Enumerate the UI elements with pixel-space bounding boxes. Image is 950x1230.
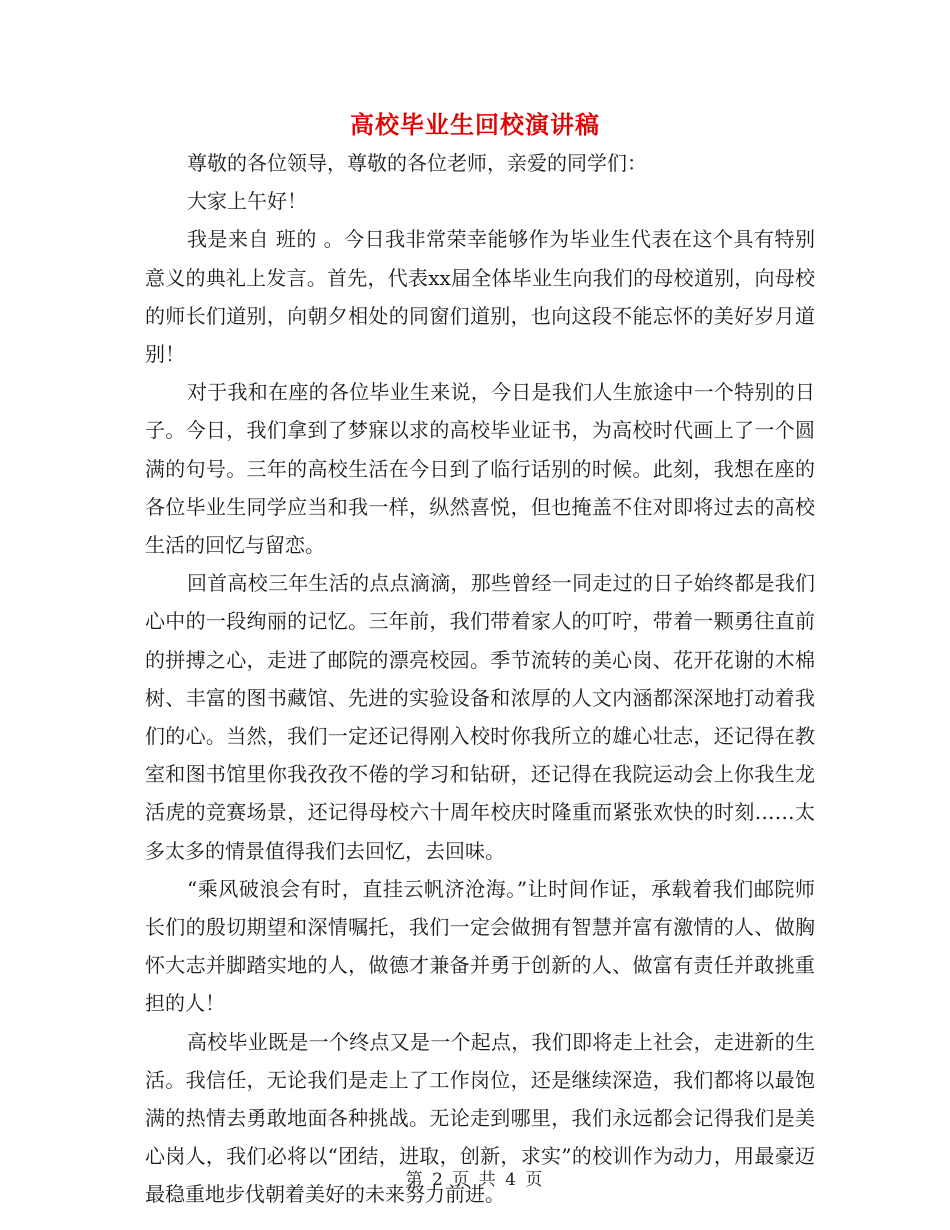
paragraph-memories: 回首高校三年生活的点点滴滴，那些曾经一同走过的日子始终都是我们心中的一段绚丽的记忆。三年前，我们带着家人的叮咛，带着一颗勇往直前的拼搏之心，走进了邮院的漂亮校园。季节流转的美心岗、花开花谢的木棉树、丰富的图书藏馆、先进的实验设备和浓厚的人文内涵都深深地打动着我们的心。当然，我们一定还记得刚入校时你我所立的雄心壮志，还记得在教室和图书馆里你我孜孜不倦的学习和钻研，还记得在我院运动会上你我生龙活虎的竞赛场景，还记得母校六十周年校庆时隆重而紧张欢快的时刻……太多太多的情景值得我们去回忆，去回味。 [145,571,815,863]
paragraph-greeting: 大家上午好！ [187,189,307,214]
document-title: 高校毕业生回校演讲稿 [350,110,600,139]
page-number-footer: 第 2 页 共 4 页 [405,1170,545,1190]
paragraph-pledge: “乘风破浪会有时，直挂云帆济沧海。”让时间作证，承载着我们邮院师长们的殷切期望和深情嘱托，我们一定会做拥有智慧并富有激情的人、做胸怀大志并脚踏实地的人，做德才兼备并勇于创新的人、做富有责任并敢挑重担的人！ [145,876,815,1016]
paragraph-salutation: 尊敬的各位领导，尊敬的各位老师，亲爱的同学们： [187,151,647,175]
paragraph-special-day: 对于我和在座的各位毕业生来说，今日是我们人生旅途中一个特别的日子。今日，我们拿到了梦寐以求的高校毕业证书，为高校时代画上了一个圆满的句号。三年的高校生活在今日到了临行话别的时候。此刻，我想在座的各位毕业生同学应当和我一样，纵然喜悦，但也掩盖不住对即将过去的高校生活的回忆与留恋。 [145,380,815,558]
paragraph-future: 高校毕业既是一个终点又是一个起点，我们即将走上社会，走进新的生活。我信任，无论我们是走上了工作岗位，还是继续深造，我们都将以最饱满的热情去勇敢地面各种挑战。无论走到哪里，我们永远都会记得我们是美心岗人，我们必将以“团结，进取，创新，求实”的校训作为动力，用最豪迈最稳重地步伐朝着美好的未来努力前进。 [145,1029,815,1207]
document-body [145,144,815,1214]
paragraph-introduction: 我是来自 班的 。今日我非常荣幸能够作为毕业生代表在这个具有特别意义的典礼上发言。首先，代表xx届全体毕业生向我们的母校道别，向母校的师长们道别，向朝夕相处的同窗们道别，也向这段不能忘怀的美好岁月道别！ [145,227,815,367]
